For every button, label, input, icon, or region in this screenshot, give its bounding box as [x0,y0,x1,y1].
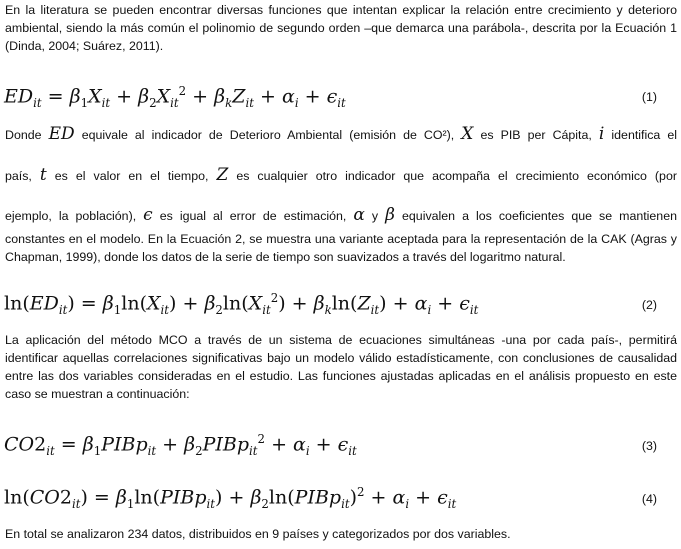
equation-2-number: (2) [641,298,657,312]
mco-paragraph: La aplicación del método MCO a través de un sistema de ecuaciones simultáneas -una por cada país-, permitirá identificar aquellas correlaciones significativas bajo un modelo válido estadísticamente, con conclusiones de causalidad entre las dos variables consideradas en el estudio. Las funciones ajustadas aplicadas en el análisis propuesto en este caso se muestran a continuación: [5,333,677,401]
equation-3: $CO2_{it}$ = $\beta_1PIBp_{it}$ + $\beta_2PIBp_{it}^2 + \alpha_i + \epsilon_{it}$ [4,432,357,459]
equation-1: $ED_{it} = \beta_1X_{it} + \beta_2X_{it}^2 + \beta_kZ_{it} + \alpha_i + \epsilon_{it}$ [4,84,346,111]
equation-3-number: (3) [641,439,657,453]
equation-4: $\ln(CO2_{it})$ = $\beta_1\ln(PIBp_{it})$ + $\beta_2\ln(PIBp_{it})^2 + \alpha_i + \epsilon_{it}$ [4,485,457,512]
definition-line-2: país, t es el valor en el tiempo, Z es cualquier otro indicador que acompaña el crecimiento económico (por [5,165,677,185]
definition-line-1: Donde ED equivale al indicador de Deterioro Ambiental (emisión de CO²), X es PIB per Cápita, i identifica el [5,124,678,144]
intro-paragraph: En la literatura se pueden encontrar diversas funciones que intentan explicar la relación entre crecimiento y deterioro ambiental, siendo la más común el polinomio de segundo orden –que demarca una parábola-, descrita por la Ecuación 1 (Dinda, 2004; Suárez, 2011). [5,3,677,53]
equation-4-number: (4) [641,492,657,506]
equation-1-number: (1) [641,90,657,104]
definition-line-3: ejemplo, la población), ϵ es igual al error de estimación, α y β equivalen a los coeficientes que se mantienen [5,205,677,225]
equation-2: $\ln(ED_{it}) = \beta_1\ln(X_{it}) + \beta_2\ln(X_{it}^2) + \beta_k\ln(Z_{it}) + \alpha_i + \epsilon_{it}$ [4,291,479,318]
closing-sentence: En total se analizaron 234 datos, distribuidos en 9 países y categorizados por dos variables. [5,527,511,541]
definition-paragraph: constantes en el modelo. En la Ecuación 2, se muestra una variante aceptada para la representación de la CAK (Agras y Chapman, 1999), donde los datos de la serie de tiempo son suavizados a través del logaritmo natural. [5,232,677,264]
